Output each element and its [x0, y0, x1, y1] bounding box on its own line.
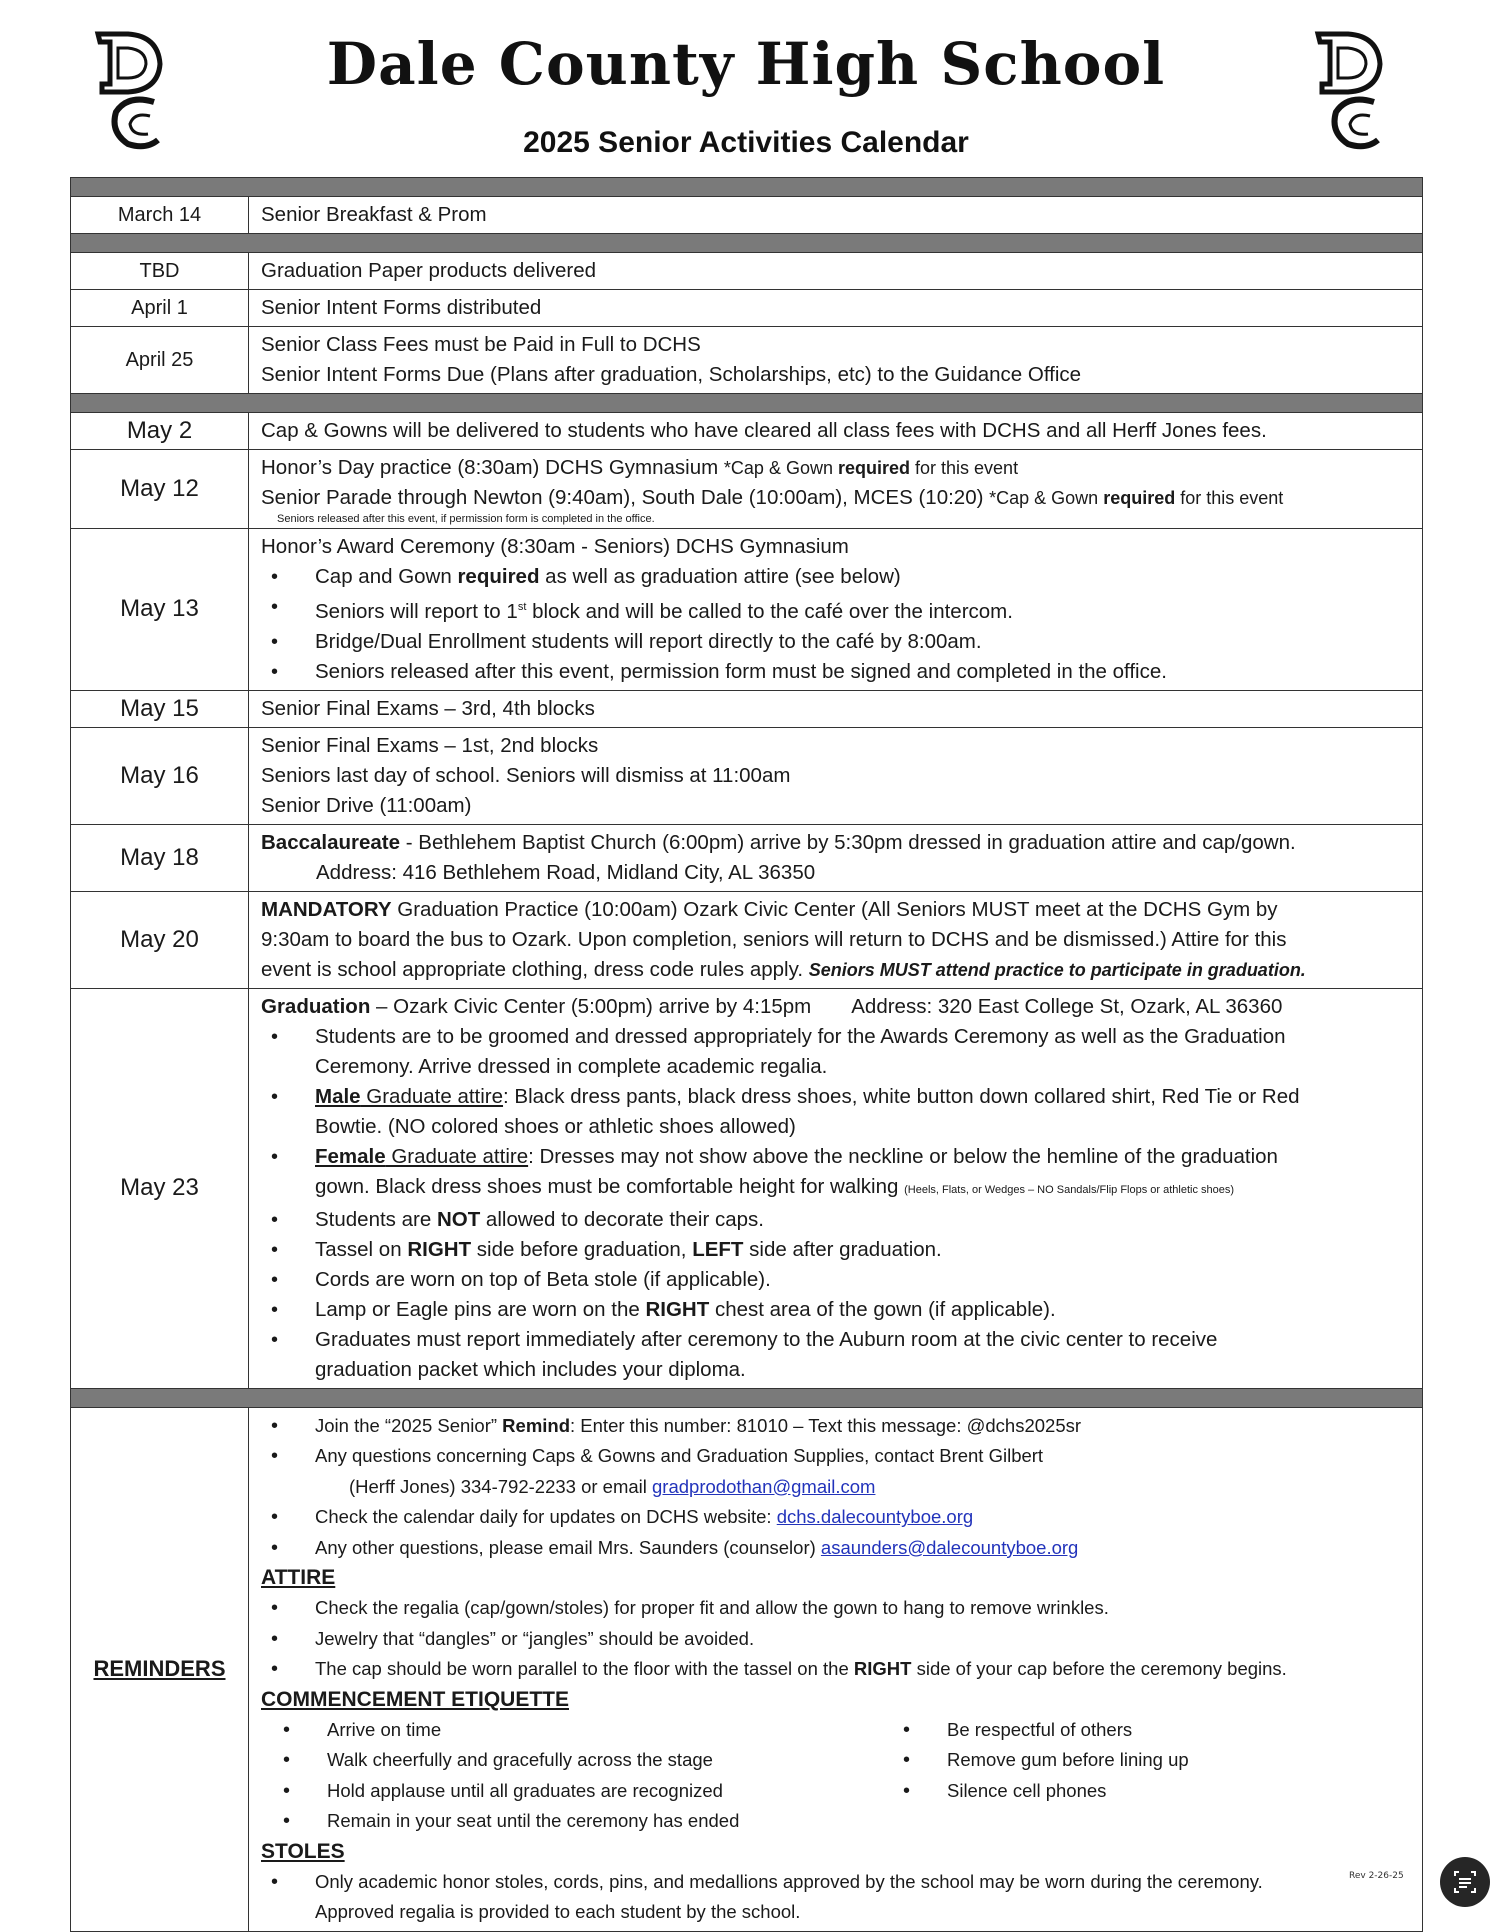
superscript: st	[517, 601, 527, 613]
desc-bold: RIGHT	[853, 1658, 912, 1680]
table-row	[71, 450, 1423, 529]
separator-bar	[71, 394, 1423, 413]
row-date: May 2	[71, 413, 249, 450]
row-date: May 12	[71, 450, 249, 529]
desc-text: Address: 320 East College St, Ozark, AL 36360	[851, 994, 1283, 1018]
table-row	[71, 413, 1423, 450]
desc-bold: required	[457, 565, 540, 588]
bullet-item	[261, 1205, 1412, 1235]
desc-text: Graduate attire	[385, 1144, 529, 1168]
stoles-item	[261, 1867, 1412, 1928]
email-link-counselor[interactable]: asaunders@dalecountyboe.org	[820, 1536, 1079, 1558]
desc-text: as well as graduation attire (see below)	[539, 565, 901, 588]
reminders-label: REMINDERS	[93, 1656, 226, 1682]
desc-bold: required	[1103, 488, 1176, 508]
desc-line: Honor’s Award Ceremony (8:30am - Seniors) DCHS Gymnasium	[261, 535, 849, 558]
release-note: Seniors released after this event, if permission form is completed in the office.	[277, 513, 655, 525]
row-description: Senior Breakfast & Prom	[249, 197, 1423, 234]
attire-item: • Jewelry that “dangles” or “jangles” should be avoided.	[261, 1624, 1412, 1655]
desc-text: event is school appropriate clothing, dress code rules apply.	[261, 957, 809, 981]
desc-text: : Dresses may not show above the neckline or below the hemline of the graduation	[528, 1144, 1278, 1168]
desc-line: • Students are to be groomed and dressed appropriately for the Awards Ceremony as well as the Graduation	[315, 1024, 1286, 1048]
bullet-item	[261, 1235, 1412, 1265]
desc-bold: Seniors MUST attend practice to participate in graduation.	[808, 959, 1306, 980]
desc-line	[315, 1142, 1412, 1172]
desc-text: block and will be called to the café over the intercom.	[526, 599, 1013, 623]
etiquette-item: • Remain in your seat until the ceremony has ended	[261, 1806, 881, 1837]
desc-bold: RIGHT	[407, 1237, 472, 1261]
row-date: May 15	[71, 690, 249, 727]
activities-table	[70, 177, 1423, 1932]
table-row	[71, 824, 1423, 891]
etiquette-item: • Hold applause until all graduates are recognized	[261, 1776, 881, 1807]
table-row	[71, 988, 1423, 1388]
desc-line	[261, 955, 1412, 985]
desc-text: Graduate attire	[360, 1084, 504, 1108]
desc-small: (Heels, Flats, or Wedges – NO Sandals/Flip Flops or athletic shoes)	[904, 1183, 1235, 1196]
desc-text: - Bethlehem Baptist Church (6:00pm) arrive by 5:30pm dressed in graduation attire and cap/gown.	[400, 830, 1296, 854]
desc-text: gown. Black dress shoes must be comfortable height for walking	[315, 1174, 905, 1198]
etiquette-item: • Remove gum before lining up	[881, 1745, 1401, 1776]
attire-item: • Check the regalia (cap/gown/stoles) for proper fit and allow the gown to hang to remove wrinkles.	[261, 1593, 1412, 1624]
reminders-content	[249, 1407, 1423, 1931]
desc-line: 9:30am to board the bus to Ozark. Upon completion, seniors will return to DCHS and be dismissed.) Attire for this	[261, 927, 1287, 951]
bullet-item: • Bridge/Dual Enrollment students will report directly to the café by 8:00am.	[261, 627, 1412, 657]
desc-text: *Cap & Gown	[989, 488, 1104, 508]
desc-text: (Herff Jones) 334-792-2233 or email	[349, 1475, 653, 1497]
desc-line: Bowtie. (NO colored shoes or athletic shoes allowed)	[315, 1114, 796, 1138]
desc-text: allowed to decorate their caps.	[480, 1207, 764, 1231]
calendar-title: 2025 Senior Activities Calendar	[523, 126, 969, 159]
desc-text: for this event	[1175, 488, 1284, 508]
row-description	[249, 529, 1423, 691]
bullet-item	[261, 592, 1412, 627]
desc-text: Join the “2025 Senior”	[315, 1414, 503, 1436]
desc-bold: MANDATORY	[261, 897, 392, 921]
desc-text: side of your cap before the ceremony begins.	[911, 1658, 1287, 1680]
row-date: March 14	[71, 197, 249, 234]
desc-bold: Baccalaureate	[261, 830, 401, 854]
revision-date: Rev 2-26-25	[1349, 1871, 1404, 1881]
desc-text: Cap and Gown	[315, 565, 458, 588]
row-description	[249, 727, 1423, 824]
desc-bold: NOT	[436, 1207, 481, 1231]
desc-line	[261, 828, 1412, 858]
desc-line: • Only academic honor stoles, cords, pins, and medallions approved by the school may be worn during the ceremony.	[315, 1870, 1263, 1892]
separator-bar	[71, 178, 1423, 197]
desc-bold: Male	[315, 1084, 361, 1108]
desc-line: Approved regalia is provided to each student by the school.	[315, 1901, 801, 1923]
desc-text: Seniors will report to 1	[315, 599, 518, 623]
row-date: TBD	[71, 253, 249, 290]
row-description	[249, 891, 1423, 988]
row-date: May 18	[71, 824, 249, 891]
desc-text: *Cap & Gown	[723, 458, 838, 478]
row-description	[249, 327, 1423, 394]
etiquette-column-right	[881, 1715, 1401, 1837]
table-row	[71, 891, 1423, 988]
desc-line: Ceremony. Arrive dressed in complete academic regalia.	[315, 1054, 828, 1078]
desc-text: Honor’s Day practice (8:30am) DCHS Gymnasium	[261, 456, 724, 479]
desc-line: graduation packet which includes your diploma.	[315, 1357, 746, 1381]
row-date: May 16	[71, 727, 249, 824]
desc-line	[261, 992, 1412, 1022]
etiquette-item: • Arrive on time	[261, 1715, 881, 1746]
etiquette-heading: COMMENCEMENT ETIQUETTE	[261, 1687, 569, 1711]
desc-text: side before graduation,	[471, 1237, 693, 1261]
desc-line: Address: 416 Bethlehem Road, Midland City, AL 36350	[316, 860, 816, 884]
bullet-item: • Seniors released after this event, permission form must be signed and completed in the office.	[261, 657, 1412, 687]
desc-text: side after graduation.	[743, 1237, 942, 1261]
table-row	[71, 290, 1423, 327]
desc-line	[261, 1472, 1412, 1503]
etiquette-list	[261, 1715, 1412, 1837]
etiquette-item: • Silence cell phones	[881, 1776, 1401, 1807]
etiquette-item: • Walk cheerfully and gracefully across the stage	[261, 1745, 881, 1776]
desc-bold: LEFT	[692, 1237, 744, 1261]
row-description: Graduation Paper products delivered	[249, 253, 1423, 290]
row-description	[249, 824, 1423, 891]
desc-text: for this event	[910, 458, 1019, 478]
table-row	[71, 727, 1423, 824]
desc-text: Senior Parade through Newton (9:40am), South Dale (10:00am), MCES (10:20)	[261, 486, 990, 509]
desc-line: Seniors last day of school. Seniors will dismiss at 11:00am	[261, 763, 791, 787]
attire-item	[261, 1654, 1412, 1685]
desc-text: The cap should be worn parallel to the floor with the tassel on the	[315, 1658, 854, 1680]
row-description: Senior Final Exams – 3rd, 4th blocks	[249, 690, 1423, 727]
separator-bar	[71, 234, 1423, 253]
table-row	[71, 529, 1423, 691]
row-date: April 25	[71, 327, 249, 394]
table-row	[71, 690, 1423, 727]
row-description	[249, 450, 1423, 529]
bullet-item: • Cords are worn on top of Beta stole (if applicable).	[261, 1265, 1412, 1295]
desc-line: • Graduates must report immediately after ceremony to the Auburn room at the civic center to receive	[315, 1327, 1218, 1351]
table-row	[71, 253, 1423, 290]
school-title: Dale County High School	[326, 30, 1166, 98]
stoles-heading: STOLES	[261, 1839, 345, 1863]
attire-heading: ATTIRE	[261, 1566, 336, 1590]
reminders-label-cell	[71, 1407, 249, 1931]
separator-bar	[71, 1388, 1423, 1407]
bullet-item	[261, 562, 1412, 592]
reminder-item	[261, 1533, 1412, 1564]
desc-text: Check the calendar daily for updates on DCHS website:	[315, 1506, 777, 1528]
desc-text: chest area of the gown (if applicable).	[709, 1297, 1056, 1321]
website-link[interactable]: dchs.dalecountyboe.org	[776, 1506, 974, 1528]
reminder-item	[261, 1411, 1412, 1442]
desc-line: Senior Drive (11:00am)	[261, 793, 472, 817]
bullet-item	[261, 1022, 1412, 1082]
desc-line	[261, 895, 1412, 925]
bullet-item	[261, 1295, 1412, 1325]
bullet-item	[261, 1142, 1412, 1205]
row-description: Senior Intent Forms distributed	[249, 290, 1423, 327]
email-link-herff[interactable]: gradprodothan@gmail.com	[652, 1475, 876, 1497]
desc-text: Graduation Practice (10:00am) Ozark Civic Center (All Seniors MUST meet at the DCHS Gym by	[391, 897, 1278, 921]
desc-bold: Graduation	[261, 994, 371, 1018]
desc-line: Senior Intent Forms Due (Plans after graduation, Scholarships, etc) to the Guidance Office	[261, 363, 1082, 386]
desc-text: Lamp or Eagle pins are worn on the	[315, 1297, 646, 1321]
etiquette-item: • Be respectful of others	[881, 1715, 1401, 1746]
desc-line	[315, 1082, 1412, 1112]
desc-bold: Remind	[502, 1414, 571, 1436]
desc-text: : Enter this number: 81010 – Text this message: @dchs2025sr	[570, 1414, 1082, 1436]
row-date: May 13	[71, 529, 249, 691]
table-row	[71, 197, 1423, 234]
desc-line	[261, 453, 1412, 483]
row-description	[249, 988, 1423, 1388]
reminder-item	[261, 1441, 1412, 1472]
desc-bold: RIGHT	[645, 1297, 710, 1321]
row-date: April 1	[71, 290, 249, 327]
desc-text: Tassel on	[315, 1237, 408, 1261]
desc-line: Senior Class Fees must be Paid in Full to DCHS	[261, 333, 701, 356]
desc-line	[261, 483, 1412, 513]
desc-text: : Black dress pants, black dress shoes, white button down collared shirt, Red Tie or Red	[503, 1084, 1300, 1108]
reminders-row	[71, 1407, 1423, 1931]
desc-text: Any other questions, please email Mrs. Saunders (counselor)	[315, 1536, 821, 1558]
bullet-item	[261, 1325, 1412, 1385]
reminder-item	[261, 1502, 1412, 1533]
desc-text: – Ozark Civic Center (5:00pm) arrive by 4:15pm	[370, 994, 812, 1018]
row-date: May 23	[71, 988, 249, 1388]
text-scan-button[interactable]	[1440, 1857, 1490, 1907]
desc-text: Students are	[315, 1207, 437, 1231]
row-description: Cap & Gowns will be delivered to students who have cleared all class fees with DCHS and all Herff Jones fees.	[249, 413, 1423, 450]
desc-line: • Any questions concerning Caps & Gowns and Graduation Supplies, contact Brent Gilbert	[315, 1445, 1044, 1467]
desc-bold: required	[837, 458, 911, 478]
scan-text-icon	[1440, 1857, 1490, 1907]
row-date: May 20	[71, 891, 249, 988]
bullet-item	[261, 1082, 1412, 1142]
desc-line	[315, 1172, 1412, 1205]
table-row	[71, 327, 1423, 394]
desc-bold: Female	[315, 1144, 386, 1168]
etiquette-column-left	[261, 1715, 881, 1837]
desc-line: Senior Final Exams – 1st, 2nd blocks	[261, 733, 599, 757]
